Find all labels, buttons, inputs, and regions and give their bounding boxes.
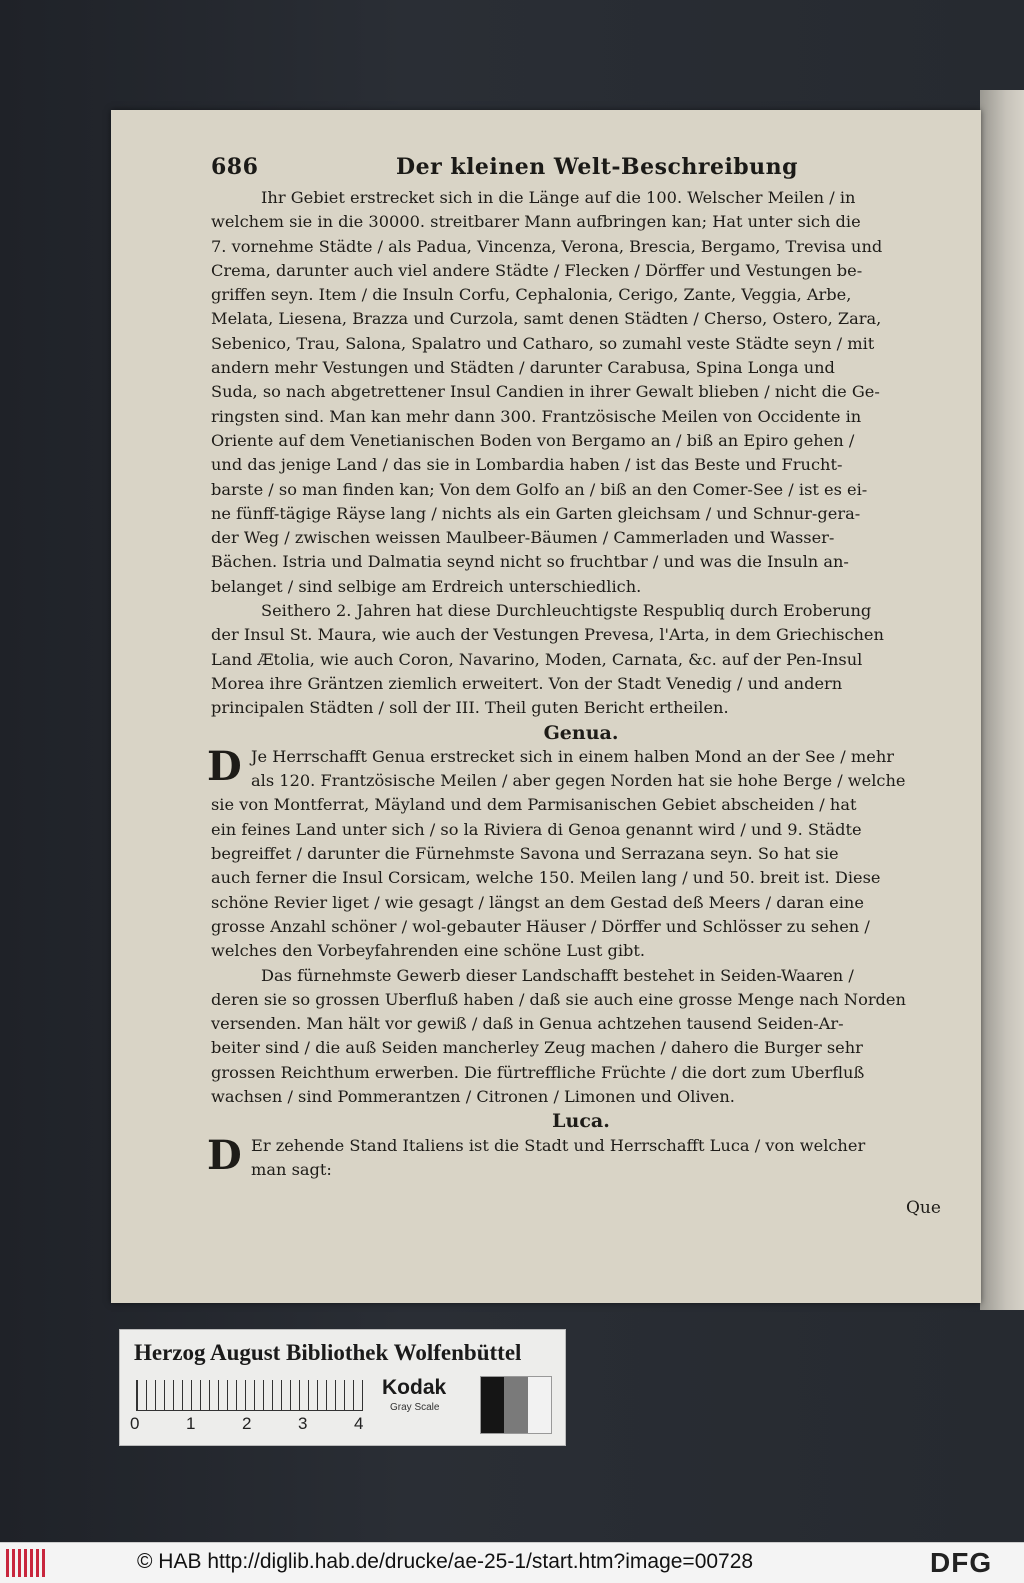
ruler-number: 1 — [186, 1414, 196, 1433]
text-line: Das fürnehmste Gewerb dieser Landschafft bestehet in Seiden-Waaren / — [261, 965, 854, 985]
text-line-content: Je Herrschafft Genua erstrecket sich in einem halben Mond an der See / mehr — [251, 746, 894, 766]
text-line: beiter sind / die auß Seiden mancherley Zeug machen / dahero die Burger sehr — [211, 1038, 863, 1058]
gray-scale-label: Gray Scale — [390, 1402, 440, 1413]
text-line: Ihr Gebiet erstrecket sich in die Länge auf die 100. Welscher Meilen / in — [261, 188, 856, 207]
text-line: versenden. Man hält vor gewiß / daß in Genua achtzehen tausend Seiden-Ar- — [211, 1014, 844, 1034]
text-line: und das jenige Land / das sie in Lombardia haben / ist das Beste und Frucht- — [211, 455, 843, 475]
ruler-number: 2 — [242, 1414, 252, 1433]
page-header — [211, 154, 881, 186]
ruler-number: 3 — [298, 1414, 308, 1433]
text-line: welches den Vorbeyfahrenden eine schöne Lust gibt. — [211, 941, 646, 961]
text-line: wachsen / sind Pommerantzen / Citronen / Limonen und Oliven. — [211, 1086, 735, 1106]
text-line: Sebenico, Trau, Salona, Spalatro und Catharo, so zumahl veste Städte seyn / mit — [211, 333, 875, 353]
text-line: Oriente auf dem Venetianischen Boden von Bergamo an / biß an Epiro gehen / — [211, 430, 855, 450]
ruler-scale — [136, 1380, 363, 1411]
kodak-logo: Kodak — [382, 1376, 447, 1399]
text-line: andern mehr Vestungen und Städten / darunter Carabusa, Spina Longa und — [211, 358, 835, 378]
text-line: 7. vornehme Städte / als Padua, Vincenza, Verona, Brescia, Bergamo, Trevisa und — [211, 236, 883, 256]
text-line: Land Ætolia, wie auch Coron, Navarino, Moden, Carnata, &c. auf der Pen-Insul — [211, 649, 863, 669]
running-head: Der kleinen Welt-Beschreibung — [396, 154, 799, 180]
text-line: griffen seyn. Item / die Insuln Corfu, Cephalonia, Cerigo, Zante, Veggia, Arbe, — [211, 285, 852, 305]
text-line-content: Er zehende Stand Italiens ist die Stadt und Herrschafft Luca / von welcher — [251, 1135, 866, 1155]
text-line: Suda, so nach abgetrettener Insul Candien in ihrer Gewalt blieben / nicht die Ge- — [211, 382, 880, 402]
text-line: man sagt: — [251, 1159, 332, 1179]
gray-swatch — [504, 1377, 527, 1433]
page-text — [207, 186, 951, 1182]
book-page — [111, 110, 981, 1303]
text-line: welchem sie in die 30000. streitbarer Mann aufbringen kan; Hat unter sich die — [211, 212, 861, 232]
color-calibration-card — [119, 1329, 566, 1446]
dfg-logo: DFG — [930, 1547, 993, 1578]
ruler-number: 0 — [130, 1414, 140, 1433]
text-line: begreiffet / darunter die Fürnehmste Savona und Serrazana seyn. So hat sie — [211, 844, 839, 864]
text-line: ne fünff-tägige Räyse lang / nichts als ein Garten gleichsam / und Schnur-gera- — [211, 503, 861, 523]
text-line: Melata, Liesena, Brazza und Curzola, samt denen Städten / Cherso, Ostero, Zara, — [211, 309, 882, 329]
hab-barcode-icon — [6, 1549, 48, 1577]
text-line: schöne Revier liget / wie gesagt / längst an dem Gestad deß Meers / daran eine — [211, 892, 864, 912]
text-line: ein feines Land unter sich / so la Riviera di Genoa genannt wird / und 9. Städte — [211, 819, 862, 839]
text-line: principalen Städten / soll der III. Theil guten Bericht ertheilen. — [211, 698, 729, 718]
ruler-number: 4 — [354, 1414, 364, 1433]
page-number: 686 — [211, 154, 259, 180]
gray-swatch — [528, 1377, 551, 1433]
gray-swatch — [481, 1377, 504, 1433]
drop-cap: D — [207, 1131, 242, 1179]
text-line: barste / so man finden kan; Von dem Golfo an / biß an den Comer-See / ist es ei- — [211, 479, 868, 499]
text-line: belanget / sind selbige am Erdreich unterschiedlich. — [211, 576, 642, 596]
text-line: ringsten sind. Man kan mehr dann 300. Frantzösische Meilen von Occidente in — [211, 406, 862, 426]
text-line: der Insul St. Maura, wie auch der Vestungen Prevesa, l'Arta, in dem Griechischen — [211, 625, 884, 645]
text-line: sie von Montferrat, Mäyland und dem Parmisanischen Gebiet abscheiden / hat — [211, 795, 857, 815]
catchword: Que — [906, 1198, 941, 1218]
text-line: Bächen. Istria und Dalmatia seynd nicht so fruchtbar / und was die Insuln an- — [211, 552, 849, 572]
adjacent-page-edge — [980, 90, 1024, 1310]
library-name: Herzog August Bibliothek Wolfenbüttel — [134, 1340, 522, 1365]
section-heading: Luca. — [552, 1110, 610, 1133]
drop-cap: D — [207, 742, 242, 790]
text-line: Morea ihre Gräntzen ziemlich erweitert. Von der Stadt Venedig / und andern — [211, 673, 843, 693]
text-line: deren sie so grossen Uberfluß haben / daß sie auch eine grosse Menge nach Norden — [211, 989, 906, 1009]
gray-swatches — [480, 1376, 552, 1434]
section-heading: Genua. — [543, 721, 619, 744]
text-line: der Weg / zwischen weissen Maulbeer-Bäumen / Cammerladen und Wasser- — [211, 528, 835, 548]
text-line: Crema, darunter auch viel andere Städte / Flecken / Dörffer und Vestungen be- — [211, 260, 863, 280]
text-line: auch ferner die Insul Corsicam, welche 150. Meilen lang / und 50. breit ist. Diese — [211, 868, 881, 888]
text-line: grossen Reichthum erwerben. Die fürtreffliche Früchte / die dort zum Uberfluß — [211, 1062, 865, 1082]
footer-bar — [0, 1542, 1024, 1583]
text-line: als 120. Frantzösische Meilen / aber gegen Norden hat sie hohe Berge / welche — [251, 771, 906, 791]
source-url[interactable]: © HAB http://diglib.hab.de/drucke/ae-25-1/start.htm?image=00728 — [137, 1550, 754, 1573]
text-line: grosse Anzahl schöner / wol-gebauter Häuser / Dörffer und Schlösser zu sehen / — [211, 916, 870, 936]
text-line: Seithero 2. Jahren hat diese Durchleuchtigste Respubliq durch Eroberung — [261, 601, 872, 621]
